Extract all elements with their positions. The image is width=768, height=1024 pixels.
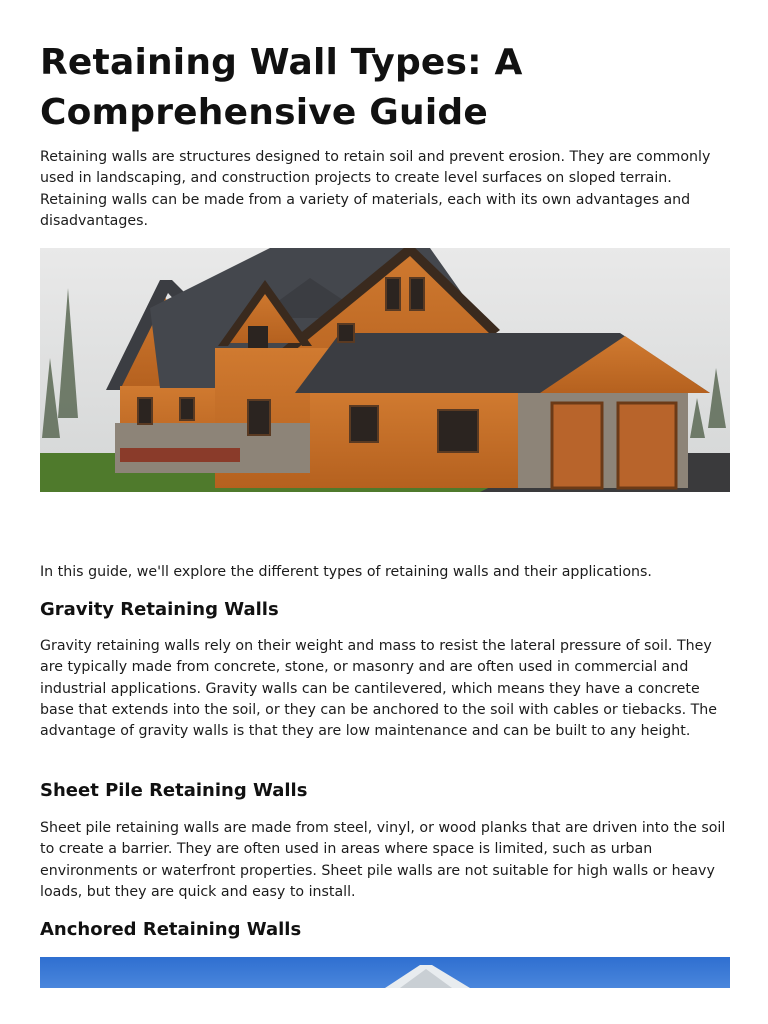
section-heading-anchored: Anchored Retaining Walls <box>40 919 302 940</box>
anchored-wall-image <box>40 957 730 988</box>
section-body-gravity: Gravity retaining walls rely on their weight and mass to resist the lateral pressure of soil. They are typically made from concrete, stone, or masonry and are often used in commercial and industrial applications. Gravity walls can be cantilevered, which means they have a concrete base that extends into the soil, or they can be anchored to the soil with cables or tiebacks. The advantage of gravity walls is that they are low maintenance and can be built to any height. <box>40 638 718 740</box>
intro-paragraph: Retaining walls are structures designed to retain soil and prevent erosion. They are commonly used in landscaping, and construction projects to create level surfaces on sloped terrain. Retaining walls can be made from a variety of materials, each with its own advantages and disadvantages. <box>40 149 711 229</box>
section-heading-sheet-pile: Sheet Pile Retaining Walls <box>40 780 308 801</box>
page-title: Retaining Wall Types: A Comprehensive Guide <box>40 42 523 133</box>
section-body-sheet-pile: Sheet pile retaining walls are made from steel, vinyl, or wood planks that are driven into the soil to create a barrier. They are often used in areas where space is limited, such as urban environments or waterfront properties. Sheet pile walls are not suitable for high walls or heavy loads, but they are quick and easy to install. <box>40 820 726 900</box>
guide-line: In this guide, we'll explore the different types of retaining walls and their applications. <box>40 564 652 580</box>
section-heading-gravity: Gravity Retaining Walls <box>40 599 279 620</box>
house-image <box>40 248 730 492</box>
